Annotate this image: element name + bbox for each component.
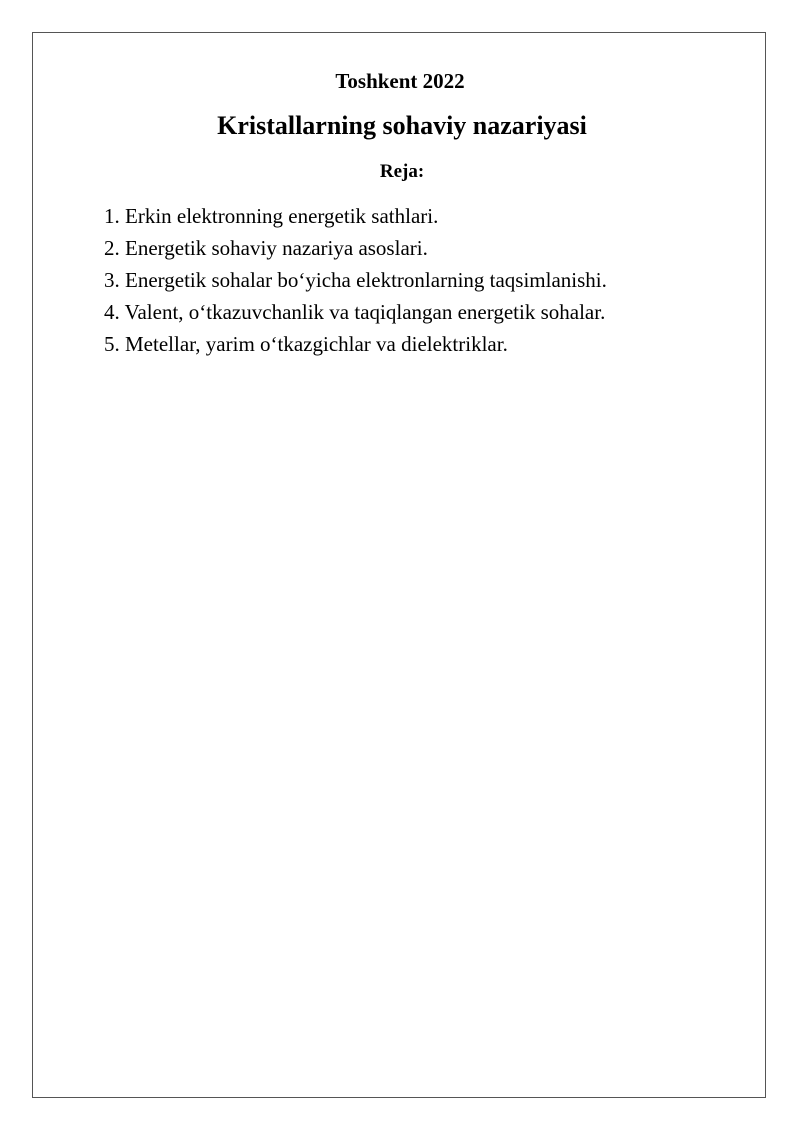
city-year-heading: Toshkent 2022 [335,69,465,93]
plan-item-text: Erkin elektronning energetik sathlari. [125,204,439,228]
plan-heading: Reja: [379,161,425,182]
plan-item-number: 2. [104,236,120,260]
plan-item-number: 5. [104,332,120,356]
plan-list [104,200,607,360]
plan-item [104,296,607,328]
plan-item-text: Energetik sohalar bo‘yicha elektronlarning taqsimlanishi. [125,268,607,292]
plan-item-text: Energetik sohaviy nazariya asoslari. [125,236,428,260]
plan-item-text: Metellar, yarim o‘tkazgichlar va dielektriklar. [125,332,508,356]
plan-item [104,264,607,296]
page-border [32,32,766,1098]
plan-item-number: 4. [104,300,120,324]
document-title: Kristallarning sohaviy nazariyasi [217,111,587,140]
plan-item-text: Valent, o‘tkazuvchanlik va taqiqlangan energetik sohalar. [124,300,606,324]
plan-item-number: 1. [104,204,120,228]
plan-item [104,328,607,360]
plan-item-number: 3. [104,268,120,292]
plan-item [104,200,607,232]
plan-item [104,232,607,264]
